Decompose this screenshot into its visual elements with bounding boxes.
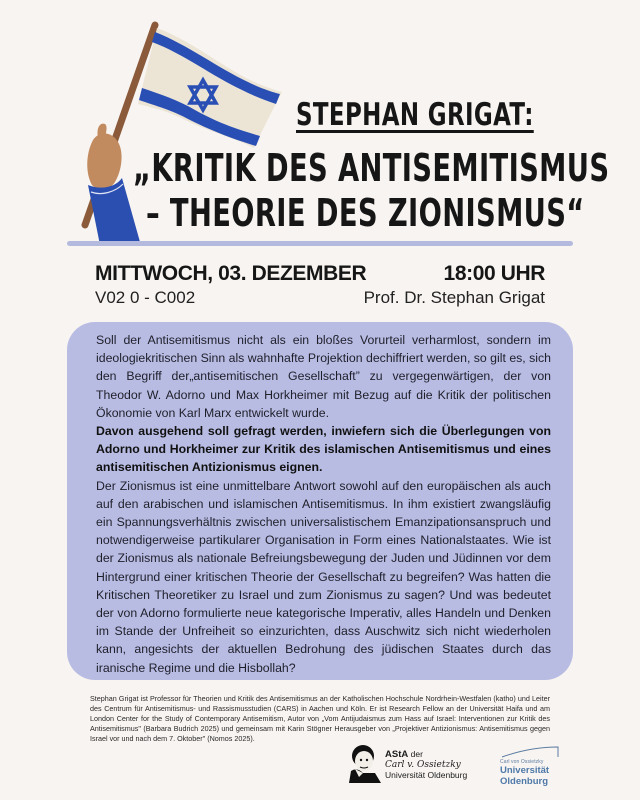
speaker-heading: STEPHAN GRIGAT: — [296, 97, 534, 133]
description-paragraph-2: Davon ausgehend soll gefragt werden, inwiefern sich die Überlegungen von Adorno und Horkheimer zur Kritik des islamischen Antisemitismus und eines antisemitischen Antizionismus eignen. — [96, 424, 551, 475]
logos — [345, 743, 585, 793]
university-arc-icon — [500, 745, 562, 759]
event-details — [95, 262, 545, 308]
event-date: MITTWOCH, 03. DEZEMBER — [95, 262, 367, 285]
uni-line1: Universität — [500, 765, 550, 776]
uni-line2: Oldenburg — [500, 776, 549, 787]
asta-logo — [385, 749, 467, 780]
asta-script: Carl v. Ossietzky — [385, 760, 461, 770]
asta-name: AStA — [385, 749, 409, 760]
ossietzky-portrait-icon — [345, 743, 383, 783]
description-panel — [67, 322, 573, 680]
description-paragraph-1: Soll der Antisemitismus nicht als ein bloßes Vorurteil verharmlost, sondern im ideologiekritischen Sinn als wahnhafte Projektion dechiffriert werden, so gilt es, sich den Begriff der„antisemitischen Gesellschaft” zu vergegenwärtigen, der von Theodor W. Adorno und Max Horkheimer mit Bezug auf die Kritik der politischen Ökonomie von Karl Marx entwickelt wurde. — [96, 333, 552, 420]
event-time: 18:00 UHR — [443, 262, 545, 285]
asta-uni: Universität Oldenburg — [385, 770, 468, 780]
uni-small-name: Carl von Ossietzky — [500, 759, 544, 765]
university-logo — [500, 749, 562, 787]
event-speaker: Prof. Dr. Stephan Grigat — [363, 288, 545, 307]
talk-title-line2: – THEORIE DES ZIONISMUS“ — [146, 191, 585, 235]
talk-title-line1: „KRITIK DES ANTISEMITISMUS — [133, 146, 610, 190]
event-room: V02 0 - C002 — [95, 288, 196, 307]
title-block — [0, 0, 640, 250]
title-divider — [67, 241, 573, 246]
asta-der: der — [410, 749, 423, 759]
description-paragraph-3: Der Zionismus ist eine unmittelbare Antwort sowohl auf den europäischen als auch auf den arabischen und islamischen Antisemitismus. In ihm existiert zwangsläufig ein Spannungsverhältnis zwischen universalistischem Emanzipationsanspruch und notwendigerweise partikularer Organisation in Form eines Nationalstaates. Wie ist der Zionismus als nationale Befreiungsbewegung der Juden und Jüdinnen vor dem Hintergrund einer kritischen Theorie der Gesellschaft zu begreifen? Was hatten die Kritischen Theoretiker zu Israel und zum Zionismus zu sagen? Und was bedeutet der von Adorno formulierte neue kategorische Imperativ, alles Handeln und Denken im Stande der Unfreiheit so einzurichten, dass Auschwitz sich nicht wiederholen kann, angesichts der aktuellen Bedrohung des jüdischen Staates durch das iranische Regime und die Hisbollah? — [96, 478, 551, 675]
speaker-bio: Stephan Grigat ist Professor für Theorien und Kritik des Antisemitismus an der Katholischen Hochschule Nordrhein-Westfalen (katho) und Leiter des Centrum für Antisemitismus- und Rassismusstudien (CARS) in Aachen und Köln. Er ist Research Fellow an der Universität Haifa und am London Center for the Study of Contemporary Antisemitism, Autor von „Vom Antijudaismus zum Hass auf Israel: Interventionen zur Kritik des Antisemitismus" (Barbara Budrich 2025) und gemeinsam mit Karin Stögner Herausgeber von „Projektiver Antizionismus: Antisemitismus gegen Israel vor und nach dem 7. Oktober" (Nomos 2025). — [90, 694, 550, 743]
